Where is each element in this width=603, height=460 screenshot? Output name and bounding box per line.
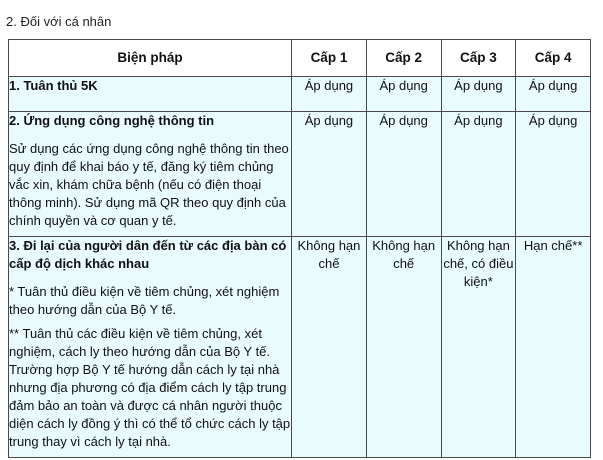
- header-level-2: Cấp 2: [366, 40, 441, 77]
- measure-title: 2. Ứng dụng công nghệ thông tin: [9, 113, 215, 128]
- table-row: [9, 112, 591, 237]
- header-level-4: Cấp 4: [516, 40, 591, 77]
- measure-title: 1. Tuân thủ 5K: [9, 78, 98, 93]
- measure-note: Sử dụng các ứng dụng công nghệ thông tin theo quy định để khai báo y tế, đăng ký tiêm chủng vắc xin, khám chữa bệnh (nếu có điện thoại thông minh). Sử dụng mã QR theo quy định của chính quyền và cơ quan y tế.: [9, 141, 289, 228]
- level-4-cell: Hạn chế**: [516, 237, 591, 458]
- level-4-cell: Áp dụng: [516, 112, 591, 237]
- header-level-1: Cấp 1: [292, 40, 367, 77]
- table-header-row: [9, 40, 591, 77]
- level-1-cell: Áp dụng: [292, 112, 367, 237]
- level-1-cell: Không hạn chế: [292, 237, 367, 458]
- measure-cell: [9, 77, 292, 112]
- level-1-cell: Áp dụng: [292, 77, 367, 112]
- table-row: [9, 237, 591, 458]
- measure-note: ** Tuân thủ các điều kiện về tiêm chủng, xét nghiệm, cách ly theo hướng dẫn của Bộ Y tế. Trường hợp Bộ Y tế hướng dẫn cách ly tại nhà nhưng địa phương có địa điểm cách ly tập trung đảm bảo an toàn và được cá nhân người thuộc diện cách ly đồng ý thì có thể tổ chức cách ly tập trung thay vì cách ly tại nhà.: [9, 326, 291, 449]
- level-3-cell: Áp dụng: [441, 77, 516, 112]
- level-3-cell: Không hạn chế, có điều kiện*: [441, 237, 516, 458]
- header-level-3: Cấp 3: [441, 40, 516, 77]
- table-row: [9, 77, 591, 112]
- measure-title: 3. Đi lại của người dân đến từ các địa bàn có cấp độ dịch khác nhau: [9, 238, 287, 271]
- level-4-cell: Áp dụng: [516, 77, 591, 112]
- measure-note: * Tuân thủ điều kiện về tiêm chủng, xét nghiệm theo hướng dẫn của Bộ Y tế.: [9, 284, 280, 317]
- section-heading: 2. Đối với cá nhân: [6, 14, 112, 29]
- measures-table: [8, 39, 591, 458]
- header-measure: Biện pháp: [9, 40, 292, 77]
- level-2-cell: Áp dụng: [366, 77, 441, 112]
- level-3-cell: Áp dụng: [441, 112, 516, 237]
- measure-cell: [9, 112, 292, 237]
- measure-cell: [9, 237, 292, 458]
- level-2-cell: Không hạn chế: [366, 237, 441, 458]
- level-2-cell: Áp dụng: [366, 112, 441, 237]
